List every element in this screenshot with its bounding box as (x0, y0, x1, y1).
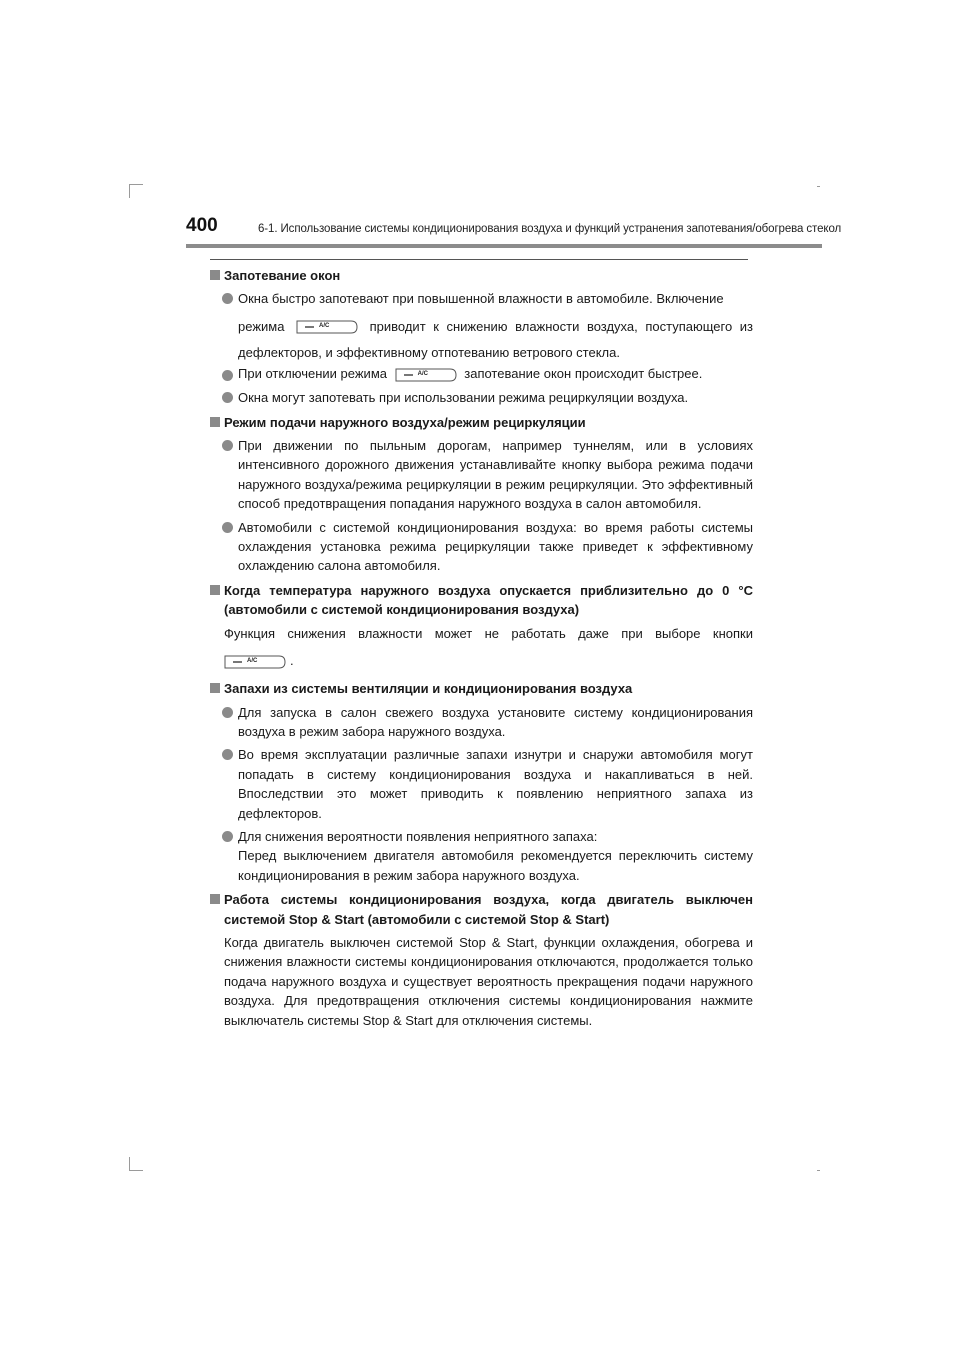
crop-mark-top-right (817, 186, 820, 187)
list-item-text: Перед выключением двигателя автомобиля рекомендуется переключить систему кондиционирования в режим забора наружного воздуха. (238, 848, 753, 883)
section-title: Запахи из системы вентиляции и кондиционирования воздуха (224, 681, 633, 697)
list-item (210, 703, 753, 742)
page-content (210, 266, 753, 1030)
ac-button-icon (296, 320, 358, 334)
crop-mark-top-left (129, 184, 143, 185)
section-heading (210, 266, 753, 285)
list-item-text: запотевание окон происходит быстрее. (464, 366, 703, 382)
list-item-text: дефлекторов, и эффективному отпотеванию ветрового стекла. (238, 344, 620, 360)
square-bullet-icon (210, 683, 220, 693)
paragraph-text-line (224, 645, 753, 677)
list-item (210, 518, 753, 576)
section-paragraph: Когда двигатель выключен системой Stop & Start, функции охлаждения, обогрева и снижения влажности системы кондиционирования отключаются, продолжается только подача наружного воздуха и существует вероятность прекращения подачи наружного воздуха. Для предотвращения отключения системы кондиционирования нажмите выключатель системы Stop & Start для отключения системы. (224, 934, 753, 1028)
section-title: Режим подачи наружного воздуха/режим рециркуляции (224, 414, 586, 430)
section-paragraph (210, 624, 753, 677)
list-item (210, 388, 753, 407)
section-title: Работа системы кондиционирования воздуха, когда двигатель выключен системой Stop & Start (автомобили с системой Stop & Start) (224, 892, 753, 927)
list-item (210, 436, 753, 514)
crop-mark-bottom-left (129, 1157, 130, 1171)
list-item (210, 366, 753, 390)
section-divider (210, 259, 748, 260)
circle-bullet-icon (222, 749, 233, 760)
list-item-text: При движении по пыльным дорогам, например туннелям, или в условиях интенсивного дорожного движения устанавливайте кнопку выбора режима подачи наружного воздуха/режима рециркуляции в режим рециркуляции. Это эффективный способ предотвращения попадания наружного воздуха в салон автомобиля. (238, 438, 753, 512)
square-bullet-icon (210, 417, 220, 427)
list-item-text: Окна могут запотевать при использовании режима рециркуляции воздуха. (238, 390, 689, 406)
square-bullet-icon (210, 585, 220, 595)
section-heading (210, 413, 753, 432)
circle-bullet-icon (222, 392, 233, 403)
square-bullet-icon (210, 270, 220, 280)
ac-button-icon (224, 655, 286, 669)
square-bullet-icon (210, 894, 220, 904)
list-item-text: Для запуска в салон свежего воздуха установите систему кондиционирования воздуха в режим забора наружного воздуха. (238, 704, 753, 739)
circle-bullet-icon (222, 440, 233, 451)
chapter-title: 6-1. Использование системы кондиционирования воздуха и функций устранения запотевания/обогрева стекол (258, 223, 842, 235)
circle-bullet-icon (222, 522, 233, 533)
crop-mark-bottom-right (817, 1170, 820, 1171)
section-heading (210, 890, 753, 929)
list-item-text-line (238, 311, 753, 343)
section-title: Запотевание окон (224, 268, 341, 283)
list-item (210, 827, 753, 885)
crop-mark-top-left (129, 184, 130, 198)
ac-button-label: A/C (417, 370, 428, 377)
paragraph-text: Функция снижения влажности может не работать даже при выборе кнопки (224, 625, 753, 641)
header-rule (186, 244, 822, 248)
ac-button-label: A/C (247, 657, 258, 664)
circle-bullet-icon (222, 831, 233, 842)
circle-bullet-icon (222, 293, 233, 304)
list-item-text: Автомобили с системой кондиционирования воздуха: во время работы системы охлаждения установка режима рециркуляции также приведет к эффективному охлаждению салона автомобиля. (238, 519, 753, 574)
list-item-text: Во время эксплуатации различные запахи изнутри и снаружи автомобиля могут попадать в систему кондиционирования воздуха и накапливаться в ней. Впоследствии это может приводить к появлению неприятного запаха из дефлекторов. (238, 747, 753, 821)
section-title: Когда температура наружного воздуха опускается приблизительно до 0 °C (автомобили с системой кондиционирования воздуха) (224, 582, 753, 618)
ac-button-icon (395, 368, 457, 382)
list-item-text: режима (238, 318, 285, 334)
section-heading (210, 581, 753, 620)
crop-mark-bottom-left (129, 1170, 143, 1171)
list-item-text: Окна быстро запотевают при повышенной влажности в автомобиле. Включение (238, 291, 724, 307)
list-item-text: приводит к снижению влажности воздуха, поступающего из (369, 318, 753, 334)
list-item-text: Для снижения вероятности появления неприятного запаха: (238, 828, 598, 844)
circle-bullet-icon (222, 370, 233, 381)
circle-bullet-icon (222, 707, 233, 718)
section-heading (210, 679, 753, 698)
list-item-text: При отключении режима (238, 366, 387, 382)
list-item (210, 289, 753, 362)
paragraph-text: . (290, 653, 294, 669)
page-number: 400 (186, 215, 218, 236)
list-item (210, 745, 753, 823)
ac-button-label: A/C (319, 323, 330, 330)
